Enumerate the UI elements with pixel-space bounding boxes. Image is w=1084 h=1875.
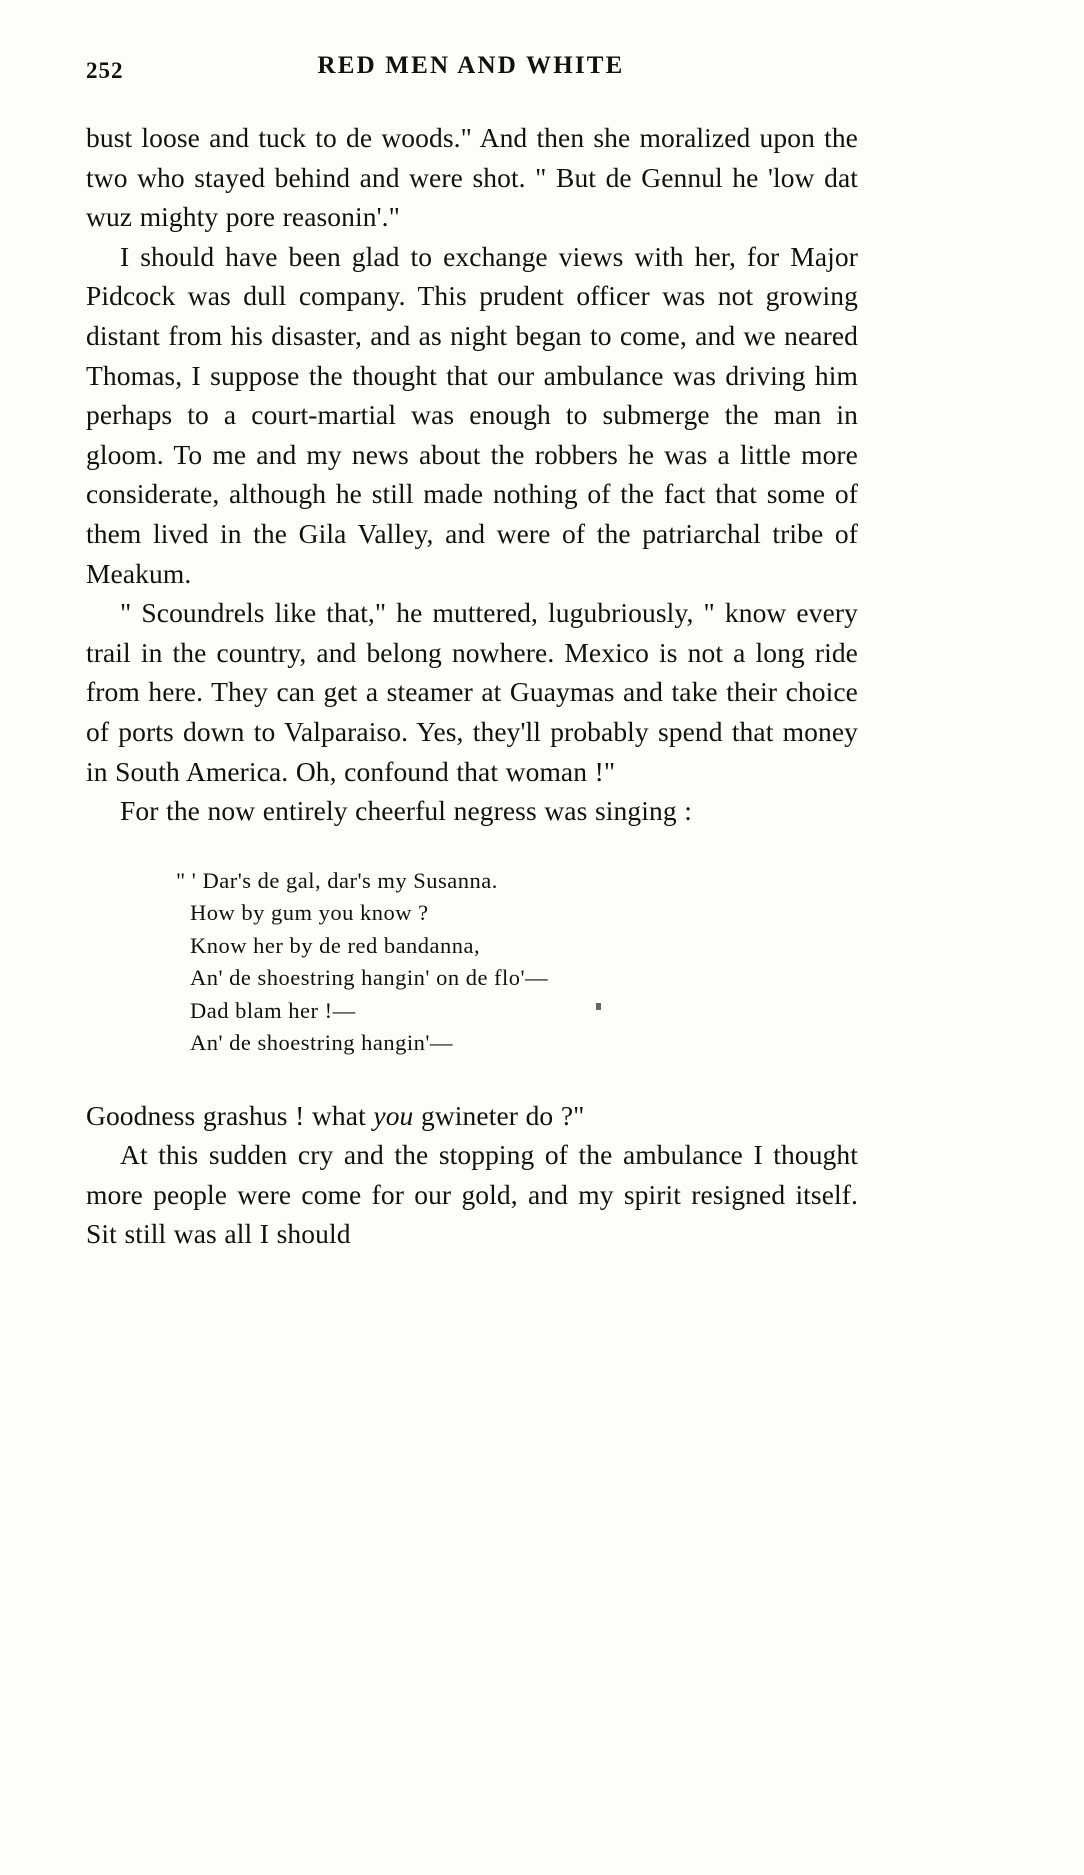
stray-ink-mark — [596, 1003, 601, 1010]
verse-line: An' de shoestring hangin' on de flo'— — [190, 965, 549, 991]
page-header — [86, 52, 856, 92]
verse-line: An' de shoestring hangin'— — [190, 1030, 453, 1056]
verse-line: How by gum you know ? — [190, 900, 429, 926]
body-text — [86, 118, 858, 1254]
paragraph: " Scoundrels like that," he muttered, lugubriously, " know every trail in the country, and belong nowhere. Mexico is not a long ride from here. They can get a steamer at Guaymas and take their choice of ports down to Valparaiso. Yes, they'll probably spend that money in South America. Oh, confound that woman !" — [86, 597, 858, 787]
paragraph: At this sudden cry and the stopping of the ambulance I thought more people were come for our gold, and my spirit resigned itself. Sit still was all I should — [86, 1139, 858, 1250]
paragraph-text-pre: Goodness grashus ! what — [86, 1099, 374, 1131]
verse-line: " ' Dar's de gal, dar's my Susanna. — [176, 867, 498, 893]
paragraph-text-post: gwineter do ?" — [413, 1099, 585, 1131]
paragraph: For the now entirely cheerful negress was singing : — [120, 795, 692, 827]
paragraph: bust loose and tuck to de woods." And then she moralized upon the two who stayed behind and were shot. " But de Gennul he 'low dat wuz mighty pore reasonin'." — [86, 122, 858, 233]
page-number: 252 — [86, 58, 124, 83]
emphasis-word: you — [373, 1099, 414, 1131]
verse-quotation — [86, 865, 858, 1060]
running-head: RED MEN AND WHITE — [317, 52, 625, 79]
verse-line: Know her by de red bandanna, — [190, 932, 481, 958]
paragraph: I should have been glad to exchange views with her, for Major Pidcock was dull company. This prudent officer was not growing distant from his disaster, and as night began to come, and we neared Thomas, I suppose the thought that our ambulance was driving him perhaps to a court-martial was enough to submerge the man in gloom. To me and my news about the robbers he was a little more considerate, although he still made nothing of the fact that some of them lived in the Gila Valley, and were of the patriarchal tribe of Meakum. — [86, 240, 858, 589]
paragraph — [86, 1096, 858, 1136]
verse-line: Dad blam her !— — [190, 997, 356, 1023]
